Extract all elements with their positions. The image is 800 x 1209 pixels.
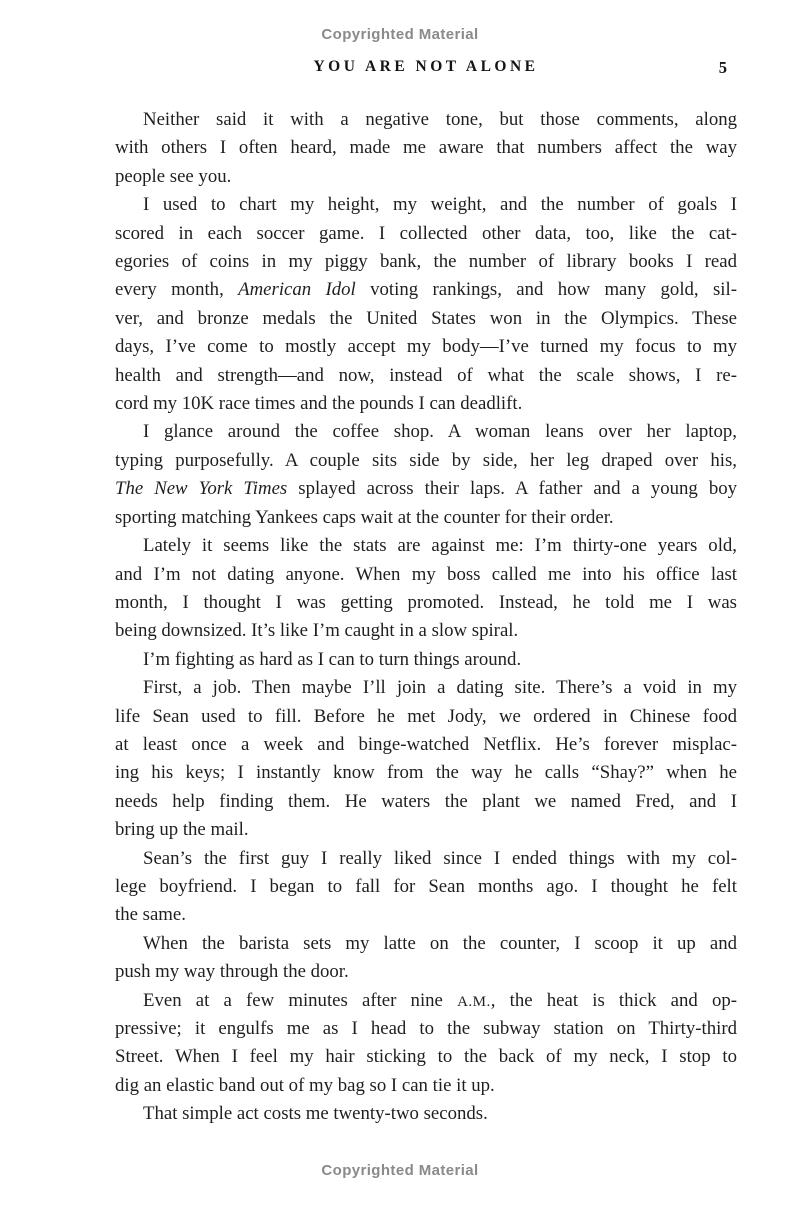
italic-text: American Idol: [238, 279, 356, 301]
text-segment: life Sean used to fill. Before he met Jody, we ordered in Chinese food: [115, 705, 737, 727]
text-line: [115, 418, 737, 446]
text-segment: people see you.: [115, 165, 232, 187]
text-segment: ver, and bronze medals the United States won in the Olympics. These: [115, 307, 737, 329]
text-segment: Sean’s the first guy I really liked since I ended things with my col-: [143, 847, 737, 869]
text-segment: splayed across their laps. A father and a young boy: [287, 478, 737, 500]
text-segment: with others I often heard, made me aware that numbers affect the way: [115, 137, 737, 159]
copyright-watermark-top: Copyrighted Material: [321, 26, 479, 43]
italic-text: The New York Times: [115, 478, 288, 500]
text-line: [115, 617, 737, 645]
paragraph: [115, 191, 737, 418]
text-segment: Lately it seems like the stats are against me: I’m thirty-one years old,: [143, 535, 737, 557]
text-segment: dig an elastic band out of my bag so I can tie it up.: [115, 1074, 495, 1096]
text-line: [115, 987, 737, 1015]
smallcaps-text: A.M.: [457, 993, 491, 1010]
text-line: [115, 248, 737, 276]
text-line: [115, 703, 737, 731]
text-line: [115, 163, 737, 191]
paragraph: [115, 845, 737, 930]
text-segment: typing purposefully. A couple sits side by side, her leg draped over his,: [115, 449, 737, 471]
running-head-title: YOU ARE NOT ALONE: [313, 58, 539, 75]
text-segment: cord my 10K race times and the pounds I can deadlift.: [115, 393, 523, 415]
text-segment: Neither said it with a negative tone, but those comments, along: [143, 109, 737, 130]
text-segment: That simple act costs me twenty-two seconds.: [143, 1103, 488, 1125]
text-line: [115, 731, 737, 759]
text-line: [115, 930, 737, 958]
text-line: [115, 305, 737, 333]
text-segment: sporting matching Yankees caps wait at the counter for their order.: [115, 506, 614, 528]
paragraph: [115, 674, 737, 844]
text-segment: being downsized. It’s like I’m caught in a slow spiral.: [115, 620, 519, 642]
text-segment: egories of coins in my piggy bank, the number of library books I read: [115, 251, 737, 273]
paragraph: [115, 987, 737, 1101]
text-line: [115, 901, 737, 929]
text-segment: bring up the mail.: [115, 819, 249, 841]
text-segment: days, I’ve come to mostly accept my body—I’ve turned my focus to my: [115, 336, 737, 358]
text-segment: , the heat is thick and op-: [490, 989, 737, 1011]
text-line: [115, 191, 737, 219]
text-line: [115, 220, 737, 248]
text-segment: Even at a few minutes after nine: [143, 989, 458, 1011]
text-segment: voting rankings, and how many gold, sil-: [355, 279, 737, 301]
page-header: [115, 58, 737, 80]
text-line: [115, 532, 737, 560]
text-line: [115, 674, 737, 702]
copyright-watermark-bottom: Copyrighted Material: [321, 1162, 479, 1179]
text-segment: I’m fighting as hard as I can to turn things around.: [143, 648, 522, 670]
paragraph: [115, 532, 737, 646]
text-line: [115, 873, 737, 901]
text-line: [115, 276, 737, 304]
text-line: [115, 475, 737, 503]
text-segment: I glance around the coffee shop. A woman leans over her laptop,: [143, 421, 737, 443]
paragraph: [115, 930, 737, 987]
text-segment: ing his keys; I instantly know from the way he calls “Shay?” when he: [115, 762, 737, 784]
text-line: [115, 447, 737, 475]
text-line: [115, 759, 737, 787]
paragraph: [115, 1100, 737, 1128]
text-line: [115, 134, 737, 162]
text-segment: needs help finding them. He waters the plant we named Fred, and I: [115, 790, 737, 812]
paragraph: [115, 106, 737, 191]
text-segment: and I’m not dating anyone. When my boss called me into his office last: [115, 563, 737, 585]
text-line: [115, 845, 737, 873]
paragraph: [115, 646, 737, 674]
text-line: [115, 390, 737, 418]
text-line: [115, 1100, 737, 1128]
text-segment: I used to chart my height, my weight, and the number of goals I: [143, 194, 737, 216]
text-line: [115, 333, 737, 361]
text-segment: health and strength—and now, instead of what the scale shows, I re-: [115, 364, 737, 386]
text-line: [115, 646, 737, 674]
text-segment: push my way through the door.: [115, 961, 349, 983]
text-segment: month, I thought I was getting promoted. Instead, he told me I was: [115, 591, 737, 613]
text-segment: the same.: [115, 904, 186, 926]
text-line: [115, 1072, 737, 1100]
text-block: [115, 106, 737, 1129]
text-segment: Street. When I feel my hair sticking to the back of my neck, I stop to: [115, 1046, 737, 1068]
text-segment: every month,: [115, 279, 239, 301]
text-segment: When the barista sets my latte on the counter, I scoop it up and: [143, 932, 737, 954]
text-segment: First, a job. Then maybe I’ll join a dating site. There’s a void in my: [143, 677, 737, 699]
paragraph: [115, 418, 737, 532]
text-line: [115, 816, 737, 844]
text-line: [115, 561, 737, 589]
text-line: [115, 106, 737, 134]
text-line: [115, 362, 737, 390]
page-number: 5: [718, 58, 727, 77]
text-segment: at least once a week and binge-watched Netflix. He’s forever misplac-: [115, 733, 737, 755]
text-line: [115, 589, 737, 617]
text-line: [115, 958, 737, 986]
text-segment: scored in each soccer game. I collected other data, too, like the cat-: [115, 222, 737, 244]
text-line: [115, 788, 737, 816]
text-segment: pressive; it engulfs me as I head to the subway station on Thirty-third: [115, 1018, 737, 1039]
text-line: [115, 504, 737, 532]
text-segment: lege boyfriend. I began to fall for Sean months ago. I thought he felt: [115, 875, 737, 897]
text-line: [115, 1043, 737, 1071]
text-line: [115, 1015, 737, 1043]
